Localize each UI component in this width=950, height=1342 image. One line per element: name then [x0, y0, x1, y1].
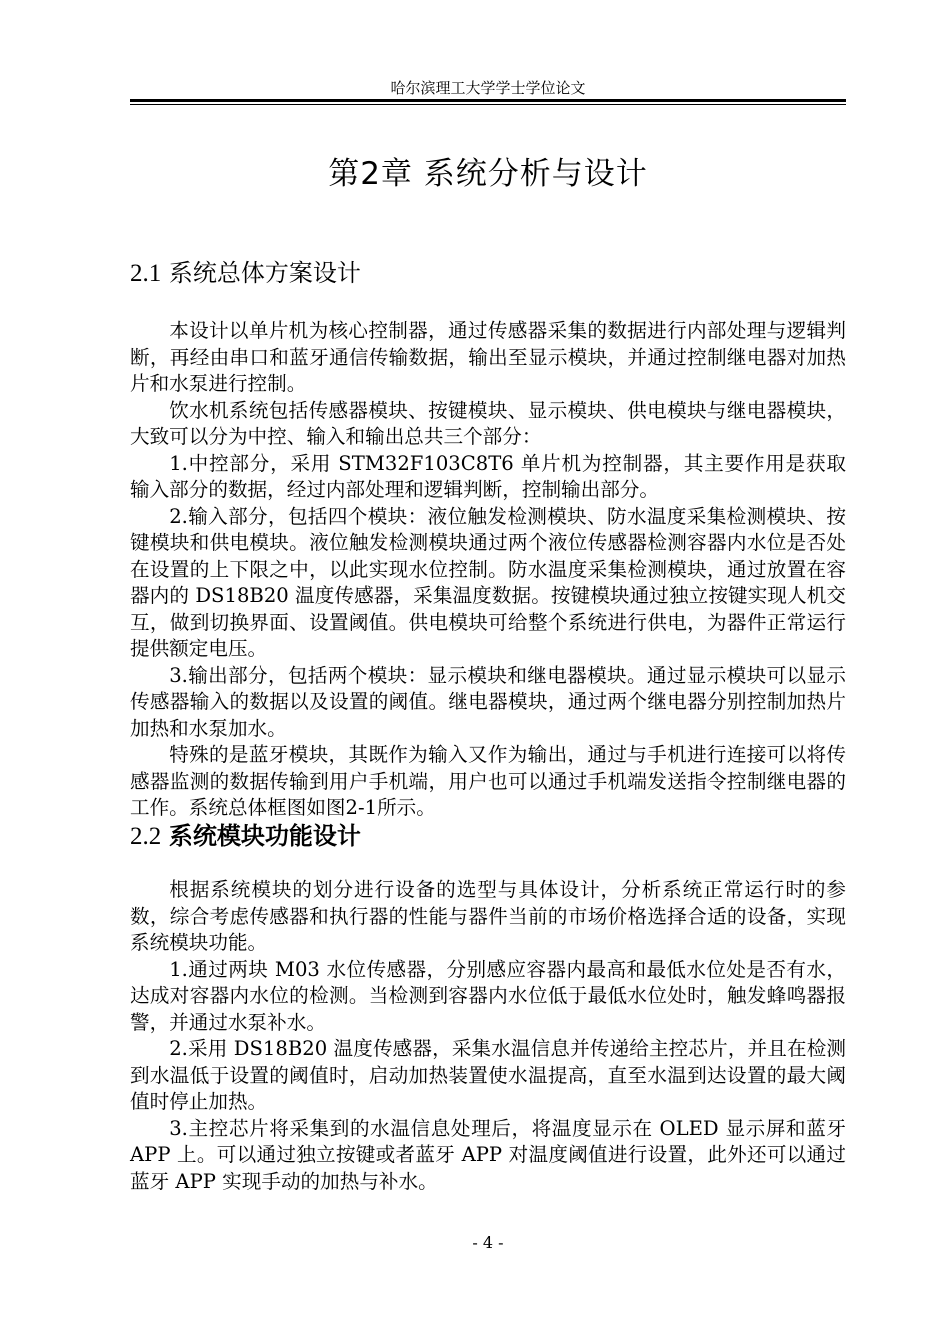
paragraph: 特殊的是蓝牙模块，其既作为输入又作为输出，通过与手机进行连接可以将传感器监测的数据传输到用户手机端，用户也可以通过手机端发送指令控制继电器的工作。系统总体框图如图2-1所示。	[130, 743, 846, 819]
paragraph: 3.输出部分，包括两个模块：显示模块和继电器模块。通过显示模块可以显示传感器输入的数据以及设置的阈值。继电器模块，通过两个继电器分别控制加热片加热和水泵加水。	[130, 663, 846, 740]
section-title: 系统模块功能设计	[168, 822, 361, 850]
section-number: 2.1	[130, 260, 162, 287]
running-header: 哈尔滨理工大学学士学位论文	[390, 79, 586, 97]
header-rule-thin	[130, 104, 846, 105]
paragraph: 饮水机系统包括传感器模块、按键模块、显示模块、供电模块与继电器模块，大致可以分为中控、输入和输出总共三个部分：	[130, 398, 846, 448]
section-title: 系统总体方案设计	[168, 259, 361, 287]
section-2-1-body	[130, 318, 846, 822]
section-number: 2.2	[130, 823, 162, 850]
paragraph: 3.主控芯片将采集到的水温信息处理后，将温度显示在 OLED 显示屏和蓝牙 APP 上。可以通过独立按键或者蓝牙 APP 对温度阈值进行设置，此外还可以通过蓝牙 APP 实现手动的加热与补水。	[130, 1116, 846, 1193]
paragraph: 2.采用 DS18B20 温度传感器，采集水温信息并传递给主控芯片，并且在检测到水温低于设置的阈值时，启动加热装置使水温提高，直至水温到达设置的最大阈值时停止加热。	[130, 1037, 846, 1113]
paragraph: 2.输入部分，包括四个模块：液位触发检测模块、防水温度采集检测模块、按键模块和供电模块。液位触发检测模块通过两个液位传感器检测容器内水位是否处在设置的上下限之中，以此实现水位控制。防水温度采集检测模块，通过放置在容器内的 DS18B20 温度传感器，采集温度数据。按键模块通过独立按键实现人机交互，做到切换界面、设置阈值。供电模块可给整个系统进行供电，为器件正常运行提供额定电压。	[130, 504, 846, 660]
section-heading-2-2	[130, 819, 846, 854]
paragraph: 1.通过两块 M03 水位传感器，分别感应容器内最高和最低水位处是否有水，达成对容器内水位的检测。当检测到容器内水位低于最低水位处时，触发蜂鸣器报警，并通过水泵补水。	[130, 957, 846, 1034]
paragraph: 1.中控部分，采用 STM32F103C8T6 单片机为控制器，其主要作用是获取输入部分的数据，经过内部处理和逻辑判断，控制输出部分。	[130, 451, 846, 501]
paragraph: 根据系统模块的划分进行设备的选型与具体设计，分析系统正常运行时的参数，综合考虑传感器和执行器的性能与器件当前的市场价格选择合适的设备，实现系统模块功能。	[130, 878, 846, 954]
section-2-2-body	[130, 877, 846, 1195]
section-heading-2-1	[130, 256, 846, 291]
header-rule-thick	[130, 99, 846, 102]
paragraph: 本设计以单片机为核心控制器，通过传感器采集的数据进行内部处理与逻辑判断，再经由串口和蓝牙通信传输数据，输出至显示模块，并通过控制继电器对加热片和水泵进行控制。	[130, 319, 846, 395]
chapter-title: 第2章 系统分析与设计	[328, 156, 648, 192]
page-number: - 4 -	[472, 1233, 504, 1252]
